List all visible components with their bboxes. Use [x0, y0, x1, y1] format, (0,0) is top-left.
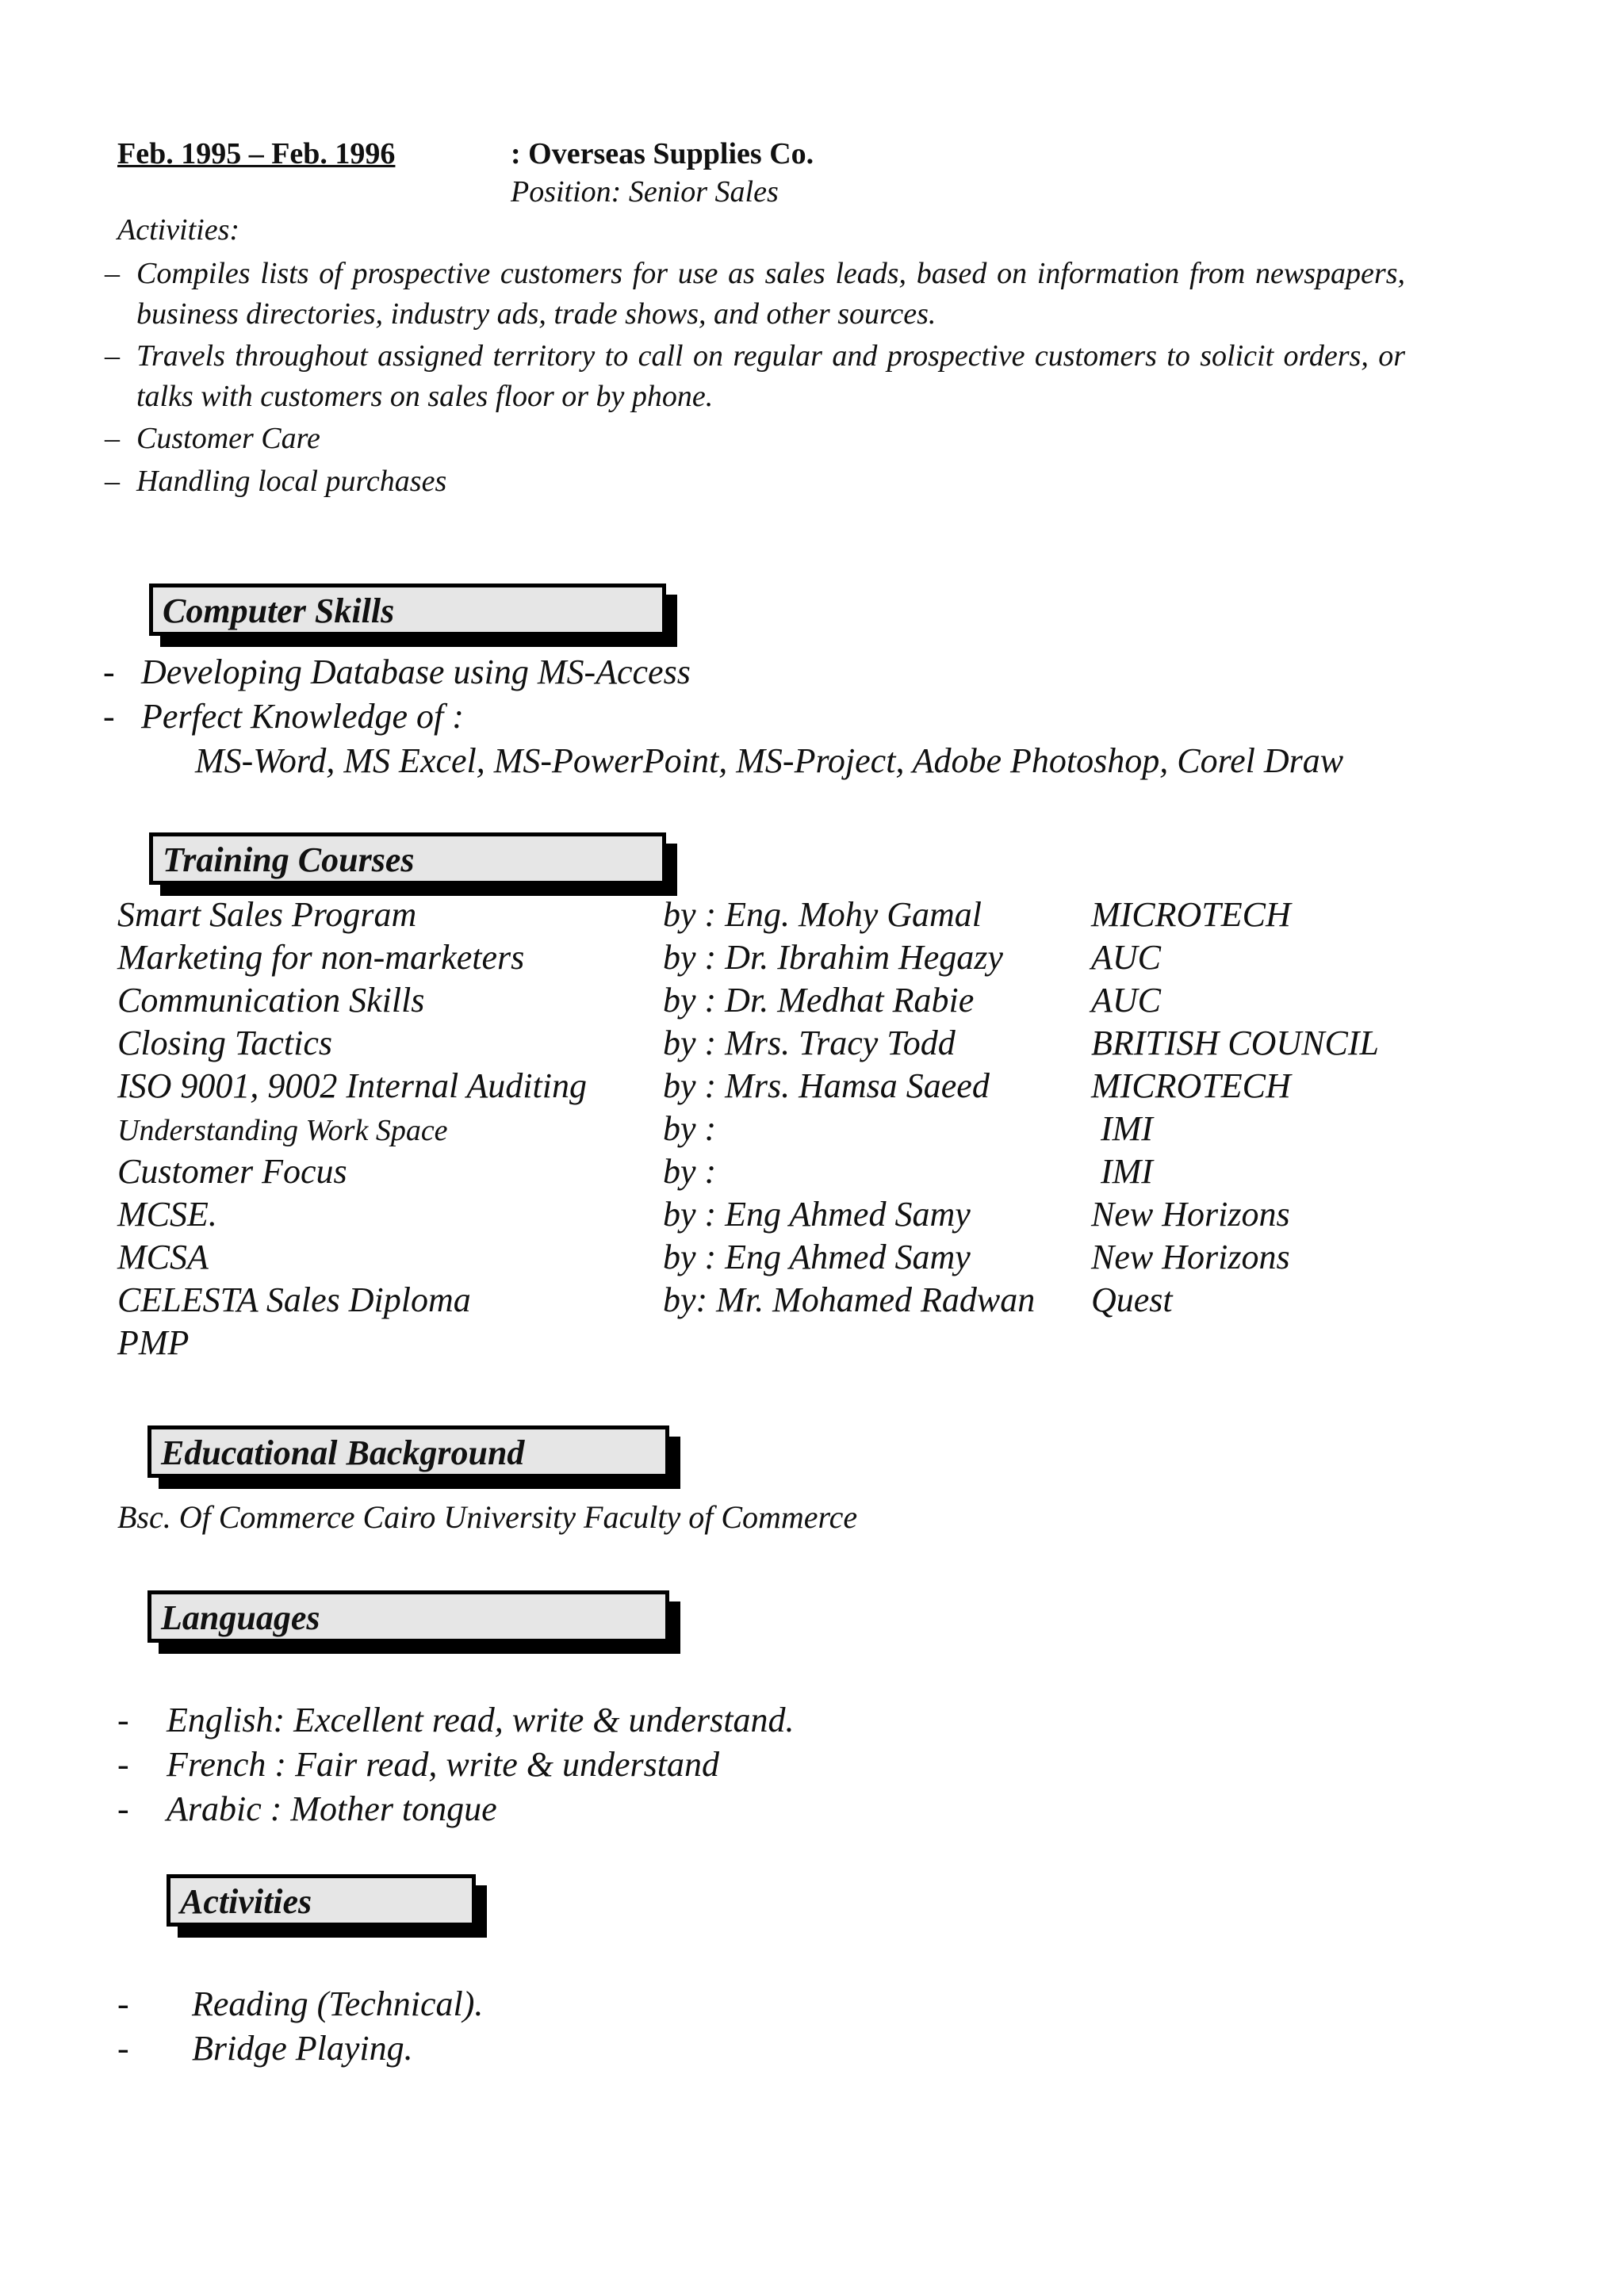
bullet-dash: – — [105, 339, 120, 373]
skill-dash: - — [103, 652, 115, 691]
section-header-computer-skills — [149, 584, 666, 636]
language-item: French : Fair read, write & understand — [167, 1745, 719, 1784]
course-organization: New Horizons — [1091, 1238, 1290, 1276]
course-instructor: by : — [663, 1109, 717, 1148]
course-instructor: by : — [663, 1152, 717, 1191]
course-name: MCSA — [117, 1238, 209, 1276]
activity-item — [105, 254, 1405, 335]
course-organization: New Horizons — [1091, 1195, 1290, 1234]
section-title: Computer Skills — [163, 591, 395, 630]
section-header-training-courses — [149, 832, 666, 885]
education-text: Bsc. Of Commerce Cairo University Faculty of Commerce — [117, 1499, 858, 1535]
hobby-item: Bridge Playing. — [192, 2029, 413, 2068]
language-dash: - — [117, 1789, 129, 1828]
section-title: Activities — [180, 1882, 312, 1921]
bullet-dash: – — [105, 257, 120, 290]
section-title: Languages — [161, 1598, 320, 1637]
course-instructor: by : Eng Ahmed Samy — [663, 1195, 971, 1234]
course-instructor: by : Eng Ahmed Samy — [663, 1238, 971, 1276]
course-name: Marketing for non-marketers — [117, 938, 525, 977]
language-dash: - — [117, 1745, 129, 1784]
section-title: Educational Background — [161, 1433, 525, 1472]
course-organization: MICROTECH — [1091, 1066, 1291, 1105]
course-organization: Quest — [1091, 1280, 1173, 1319]
employment-period: Feb. 1995 – Feb. 1996 — [117, 137, 396, 170]
course-name: MCSE. — [117, 1195, 217, 1234]
course-name: Closing Tactics — [117, 1024, 332, 1062]
employment-company: : Overseas Supplies Co. — [511, 137, 814, 170]
course-organization: AUC — [1091, 938, 1161, 977]
course-instructor: by : Dr. Medhat Rabie — [663, 981, 975, 1020]
course-instructor: by: Mr. Mohamed Radwan — [663, 1280, 1036, 1319]
course-organization: IMI — [1101, 1109, 1153, 1148]
section-title: Training Courses — [163, 840, 415, 879]
bullet-dash: – — [105, 422, 120, 455]
skill-dash: - — [103, 697, 115, 736]
section-header-languages — [147, 1590, 669, 1643]
language-dash: - — [117, 1701, 129, 1739]
skill-item: Perfect Knowledge of : — [141, 697, 464, 736]
course-organization: MICROTECH — [1091, 895, 1291, 934]
course-name: ISO 9001, 9002 Internal Auditing — [117, 1066, 587, 1105]
bullet-dash: – — [105, 465, 120, 498]
course-instructor: by : Dr. Ibrahim Hegazy — [663, 938, 1003, 977]
course-name: Understanding Work Space — [117, 1114, 448, 1147]
activity-item — [105, 336, 1405, 417]
activity-dash: - — [117, 1984, 129, 2023]
activity-item — [105, 419, 1405, 459]
course-instructor: by : Mrs. Tracy Todd — [663, 1024, 956, 1062]
course-name: Communication Skills — [117, 981, 425, 1020]
activity-text: Travels throughout assigned territory to call on regular and prospective customers to solicit orders, or talks with customers on sales floor or by phone. — [136, 339, 1405, 413]
course-organization: IMI — [1101, 1152, 1153, 1191]
course-organization: BRITISH COUNCIL — [1091, 1024, 1380, 1062]
section-header-education — [147, 1425, 669, 1478]
course-name: PMP — [117, 1323, 190, 1362]
activity-text: Compiles lists of prospective customers for use as sales leads, based on information from newspapers, business directories, industry ads, trade shows, and other sources. — [136, 257, 1405, 331]
course-name: Customer Focus — [117, 1152, 347, 1191]
course-name: CELESTA Sales Diploma — [117, 1280, 471, 1319]
software-list: MS-Word, MS Excel, MS-PowerPoint, MS-Project, Adobe Photoshop, Corel Draw — [195, 741, 1344, 780]
employment-position: Position: Senior Sales — [511, 175, 779, 209]
course-instructor: by : Eng. Mohy Gamal — [663, 895, 982, 934]
skill-item: Developing Database using MS-Access — [141, 652, 691, 691]
activity-item — [105, 461, 1405, 502]
course-organization: AUC — [1091, 981, 1161, 1020]
course-instructor: by : Mrs. Hamsa Saeed — [663, 1066, 990, 1105]
hobby-item: Reading (Technical). — [192, 1984, 484, 2023]
activity-text: Customer Care — [136, 422, 320, 455]
language-item: Arabic : Mother tongue — [167, 1789, 497, 1828]
language-item: English: Excellent read, write & understand. — [167, 1701, 795, 1739]
activity-text: Handling local purchases — [136, 465, 447, 498]
activities-label: Activities: — [117, 213, 240, 247]
activity-dash: - — [117, 2029, 129, 2068]
section-header-activities — [167, 1874, 476, 1927]
course-name: Smart Sales Program — [117, 895, 417, 934]
